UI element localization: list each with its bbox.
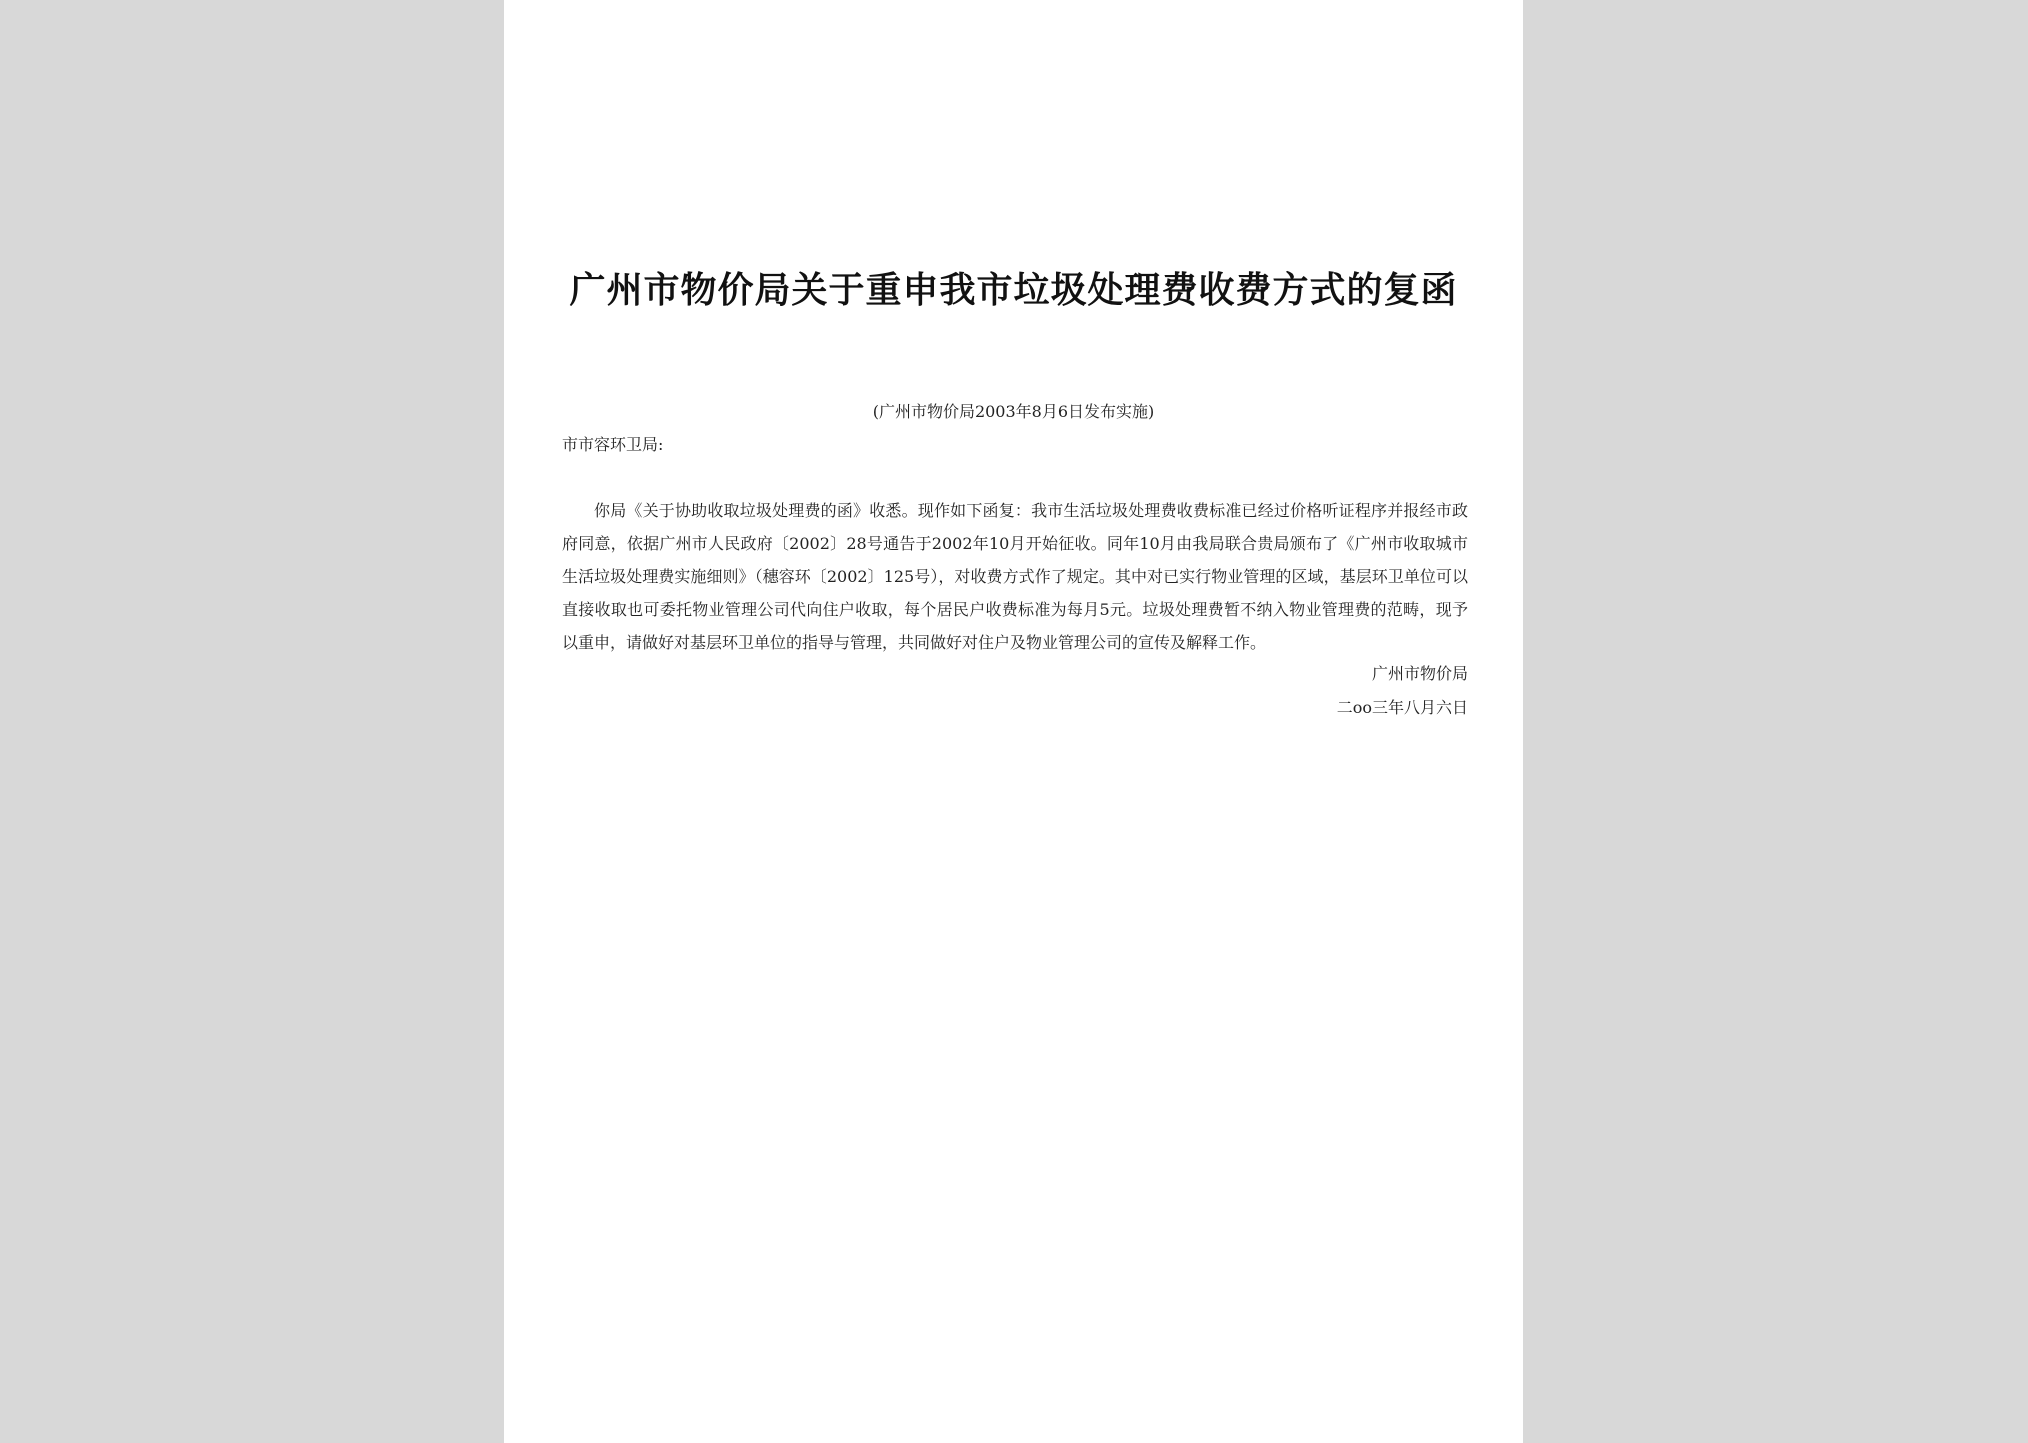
document-page: [504, 0, 1523, 1443]
body-paragraph: 你局《关于协助收取垃圾处理费的函》收悉。现作如下函复：我市生活垃圾处理费收费标准已经过价格听证程序并报经市政府同意，依据广州市人民政府〔2002〕28号通告于2002年10月开始征收。同年10月由我局联合贵局颁布了《广州市收取城市生活垃圾处理费实施细则》（穗容环〔2002〕125号），对收费方式作了规定。其中对已实行物业管理的区域，基层环卫单位可以直接收取也可委托物业管理公司代向住户收取，每个居民户收费标准为每月5元。垃圾处理费暂不纳入物业管理费的范畴，现予以重申，请做好对基层环卫单位的指导与管理，共同做好对住户及物业管理公司的宣传及解释工作。: [562, 501, 1468, 652]
document-title: 广州市物价局关于重申我市垃圾处理费收费方式的复函: [569, 270, 1458, 311]
document-date: 二oo三年八月六日: [1336, 698, 1468, 717]
document-subtitle: (广州市物价局2003年8月6日发布实施): [872, 402, 1155, 421]
signature: 广州市物价局: [1371, 664, 1468, 683]
addressee: 市市容环卫局:: [562, 435, 664, 454]
